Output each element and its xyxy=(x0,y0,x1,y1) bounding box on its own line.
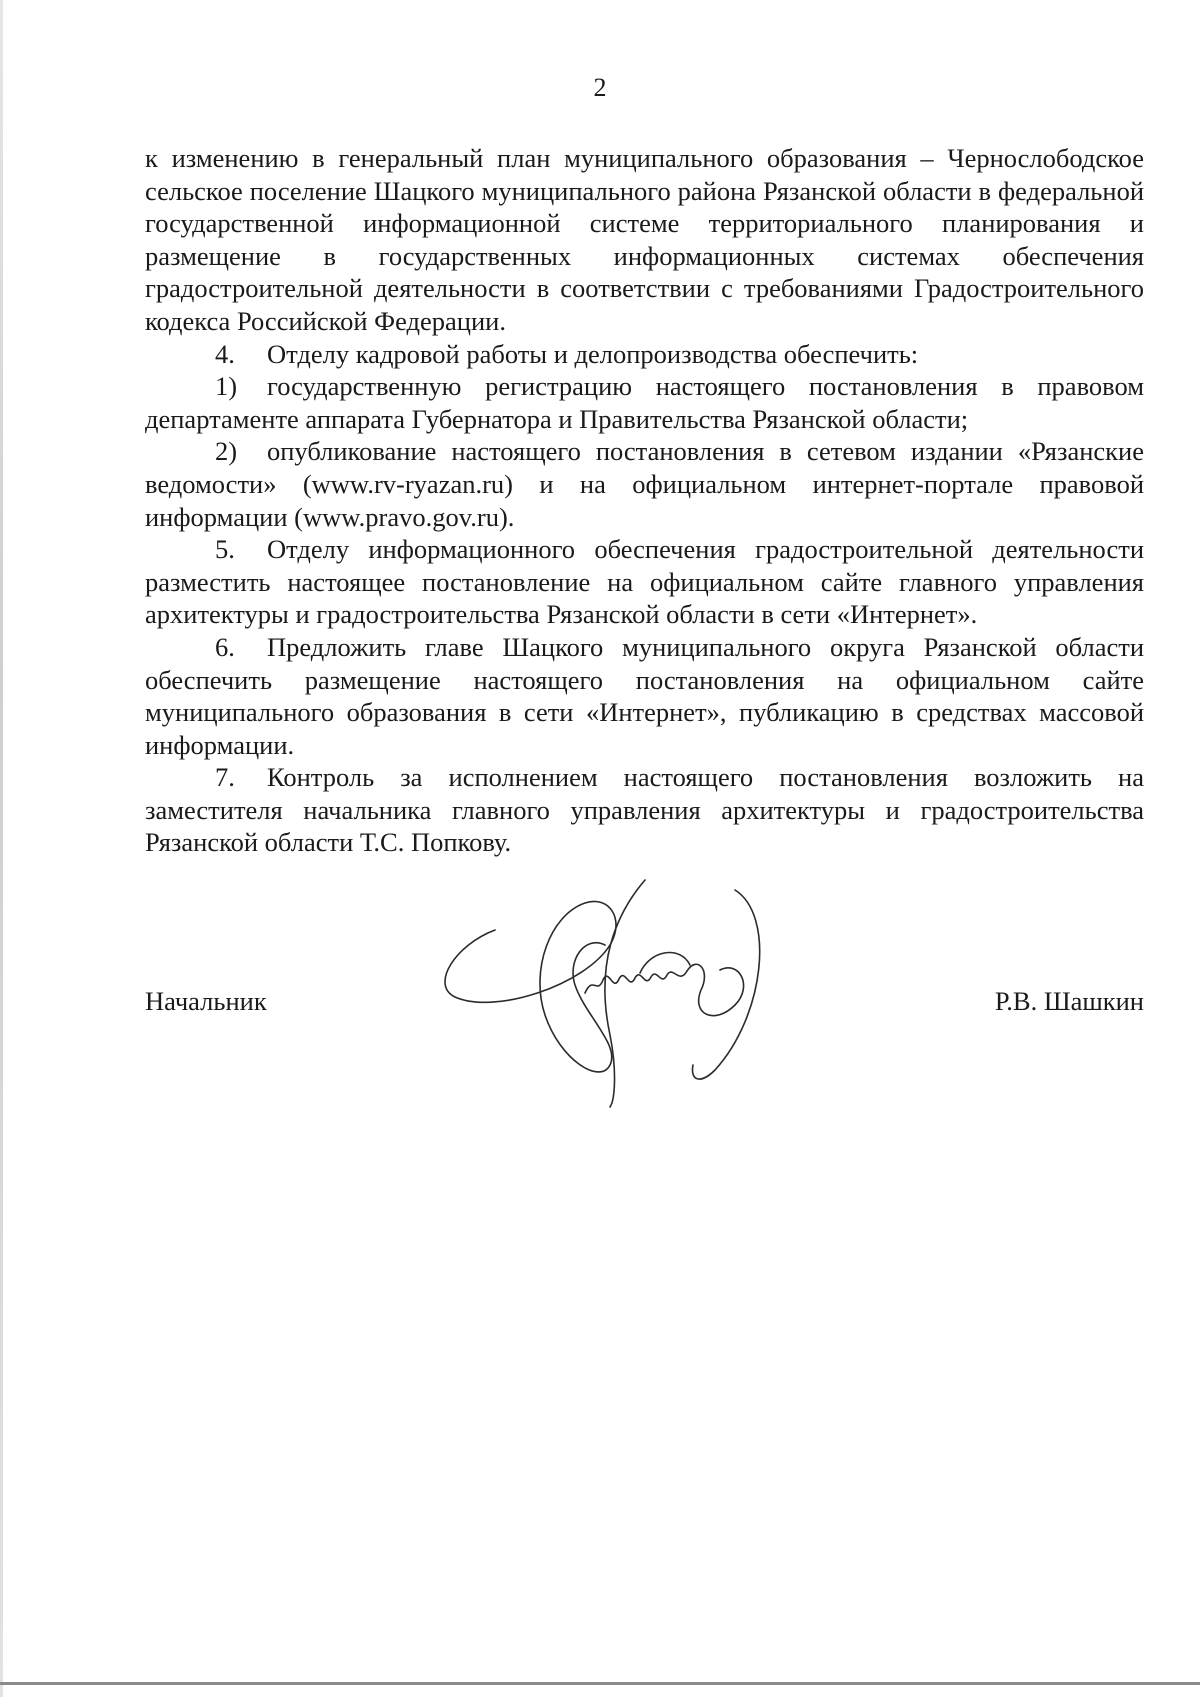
signature-block xyxy=(145,985,1144,1021)
item-text: Отделу информационного обеспечения градостроительной деятельности разместить настоящее постановление на официальном сайте главного управления архитектуры и градостроительства Рязанской области в сети «Интернет». xyxy=(145,534,1144,630)
item-text: государственную регистрацию настоящего постановления в правовом департаменте аппарата Губернатора и Правительства Рязанской области; xyxy=(145,371,1144,434)
paragraph-item-5 xyxy=(145,533,1144,631)
item-number: 7. xyxy=(215,762,235,793)
item-number: 4. xyxy=(215,338,235,369)
paragraph-item-6 xyxy=(145,631,1144,761)
item-text: Предложить главе Шацкого муниципального округа Рязанской области обеспечить размещение настоящего постановления на официальном сайте муниципального образования в сети «Интернет», публикацию в средствах массовой информации. xyxy=(145,631,1144,760)
paragraph-item-4-1 xyxy=(145,370,1144,435)
scan-edge-left xyxy=(0,0,3,1697)
item-number: 5. xyxy=(215,534,235,565)
item-number: 1) xyxy=(215,371,238,402)
item-text: Контроль за исполнением настоящего постановления возложить на заместителя начальника главного управления архитектуры и градостроительства Рязанской области Т.С. Попкову. xyxy=(145,762,1144,858)
item-number: 2) xyxy=(215,436,238,467)
signatory-position: Начальник xyxy=(145,986,267,1016)
paragraph-item-7 xyxy=(145,761,1144,859)
item-text: опубликование настоящего постановления в сетевом издании «Рязанские ведомости» (www.rv-ryazan.ru) и на официальном интернет-портале правовой информации (www.pravo.gov.ru). xyxy=(145,436,1144,532)
paragraph-continuation: к изменению в генеральный план муниципального образования – Чернослободское сельское поселение Шацкого муниципального района Рязанской области в федеральной государственной информационной системе территориального планирования и размещение в государственных информационных системах обеспечения градостроительной деятельности в соответствии с требованиями Градостроительного кодекса Российской Федерации. xyxy=(145,143,1144,336)
page-number: 2 xyxy=(593,73,607,102)
signatory-name: Р.В. Шашкин xyxy=(994,986,1144,1016)
scan-edge-bottom xyxy=(0,1682,1200,1685)
document-body xyxy=(145,142,1144,859)
item-number: 6. xyxy=(215,631,235,662)
item-text: Отделу кадровой работы и делопроизводства обеспечить: xyxy=(267,338,919,369)
paragraph-item-4 xyxy=(145,338,1144,371)
paragraph-item-4-2 xyxy=(145,435,1144,533)
